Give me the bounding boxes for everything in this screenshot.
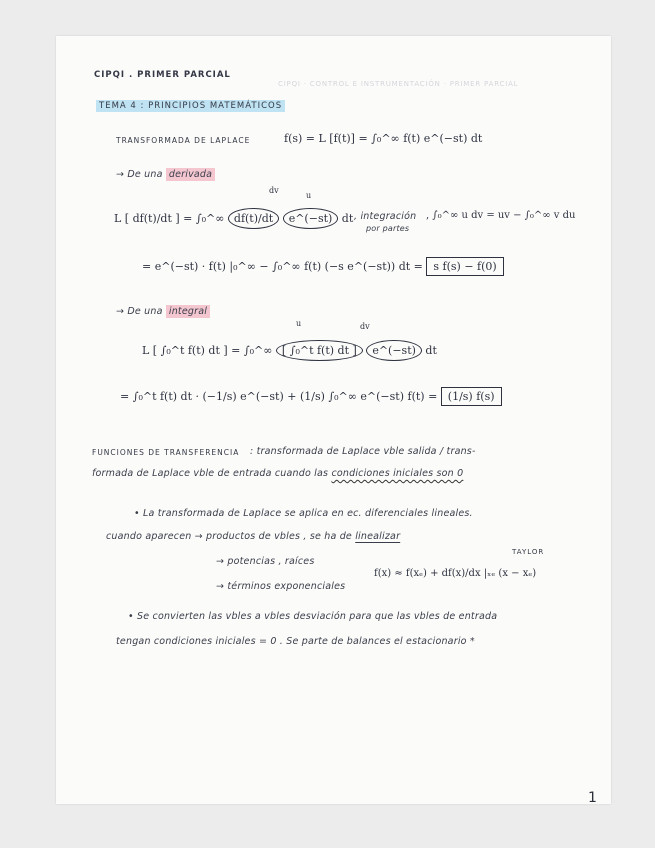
laplace-label: TRANSFORMADA DE LAPLACE	[116, 136, 251, 145]
arrow-exponentials: → términos exponenciales	[216, 581, 346, 592]
integral-dv-label: dv	[360, 322, 370, 331]
topic-title: TEMA 4 : PRINCIPIOS MATEMÁTICOS	[96, 100, 285, 112]
integral-u-label: u	[296, 319, 302, 328]
derivative-heading: → De una derivada	[116, 169, 215, 180]
linearize-underline: linealizar	[355, 531, 401, 542]
circled-u: e^(−st)	[283, 208, 339, 229]
taylor-formula: f(x) ≈ f(xₑ) + df(x)/dx |ₓₑ (x − xₑ)	[374, 568, 537, 579]
integral-result-box: (1/s) f(s)	[441, 387, 502, 406]
notebook-page	[56, 36, 611, 804]
by-parts-note-2: por partes	[366, 224, 410, 233]
laplace-definition: f(s) = L [f(t)] = ∫₀^∞ f(t) e^(−st) dt	[284, 132, 483, 145]
page-number: 1	[588, 790, 597, 806]
transfer-line-2: formada de Laplace vble de entrada cuando las condiciones iniciales son 0	[92, 468, 464, 479]
derivative-highlight: derivada	[166, 168, 215, 181]
bullet-initial-conditions: tengan condiciones iniciales = 0 . Se parte de balances el estacionario *	[116, 636, 475, 647]
derivative-equation-1: L [ df(t)/dt ] = ∫₀^∞ df(t)/dt e^(−st) dt	[114, 208, 353, 229]
integral-highlight: integral	[166, 305, 210, 318]
derivative-dv-label: dv	[269, 186, 279, 195]
derivative-u-label: u	[306, 191, 312, 200]
by-parts-formula: , ∫₀^∞ u dv = uv − ∫₀^∞ v du	[426, 210, 576, 221]
transfer-label: FUNCIONES DE TRANSFERENCIA	[92, 448, 240, 457]
initial-conditions-underline: condiciones iniciales son 0	[331, 468, 464, 479]
bullet-products: cuando aparecen → productos de vbles , se ha de linealizar	[106, 531, 401, 542]
circled-dv-integral: e^(−st)	[366, 340, 422, 361]
derivative-equation-2: = e^(−st) · f(t) |₀^∞ − ∫₀^∞ f(t) (−s e^(−st)) dt = s f(s) − f(0)	[142, 260, 504, 273]
transfer-line-1: : transformada de Laplace vble salida / trans-	[250, 446, 476, 457]
by-parts-note: , integración	[354, 211, 417, 222]
circled-dv: df(t)/dt	[228, 208, 279, 229]
course-title: CIPQI . PRIMER PARCIAL	[94, 70, 231, 80]
integral-equation-1: L [ ∫₀^t f(t) dt ] = ∫₀^∞ [ ∫₀^t f(t) dt ] e^(−st) dt	[142, 340, 437, 361]
arrow-powers: → potencias , raíces	[216, 556, 315, 567]
bleed-through-text: CIPQI · CONTROL E INSTRUMENTACIÓN · PRIMER PARCIAL	[278, 80, 519, 88]
taylor-label: TAYLOR	[512, 548, 545, 556]
bullet-linear-eq: • La transformada de Laplace se aplica en ec. diferenciales lineales.	[134, 508, 473, 519]
integral-equation-2: = ∫₀^t f(t) dt · (−1/s) e^(−st) + (1/s) ∫₀^∞ e^(−st) f(t) = (1/s) f(s)	[120, 390, 502, 403]
circled-u-integral: [ ∫₀^t f(t) dt ]	[276, 340, 363, 361]
bullet-deviation-vars: • Se convierten las vbles a vbles desviación para que las vbles de entrada	[128, 611, 498, 622]
integral-heading: → De una integral	[116, 306, 210, 317]
derivative-result-box: s f(s) − f(0)	[426, 257, 503, 276]
